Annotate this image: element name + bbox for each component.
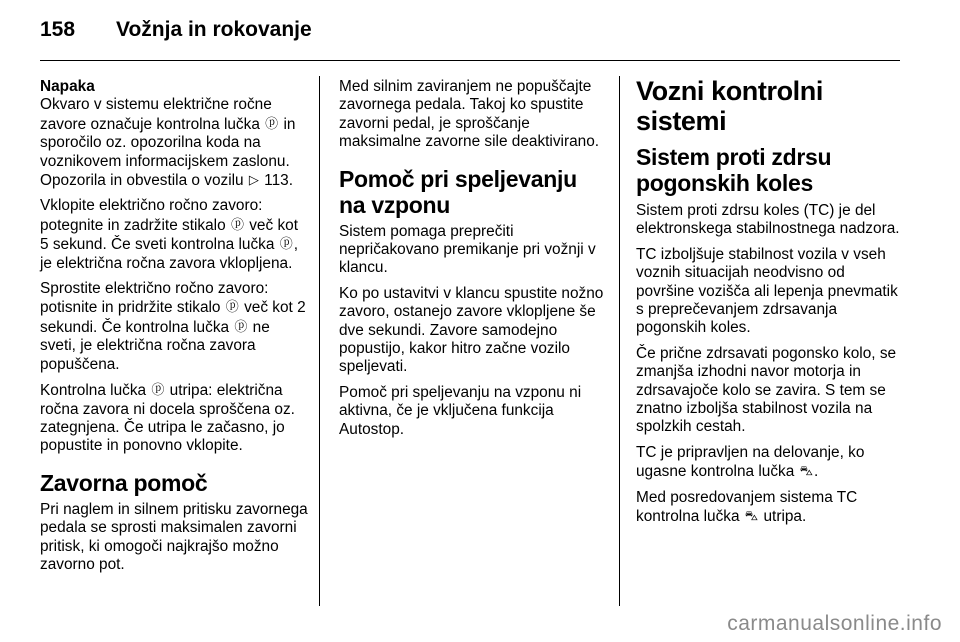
page-number: 158 xyxy=(40,18,76,41)
column-divider xyxy=(319,76,320,606)
parking-brake-icon: ⓟ xyxy=(279,236,293,252)
column-right xyxy=(636,78,904,534)
paragraph-tc-izboljsuje: TC izboljšuje stabilnost vozila v vseh voznih situacijah neodvisno od površine vozišča ali lepenja pnevmatik s preprečevanjem zdrsavanja pogonskih koles. xyxy=(636,245,898,337)
warning-lamp-icon: ⓟ xyxy=(265,115,279,131)
parking-brake-icon: ⓟ xyxy=(225,299,239,315)
paragraph-tc-zdrsavati: Če prične zdrsavati pogonsko kolo, se zmanjša izhodni navor motorja in zdrsavajoče kolo se zavira. S tem se znatno izboljša stabilnost vozila na spolzkih cestah. xyxy=(636,344,897,436)
heading-zavorna-pomoc: Zavorna pomoč xyxy=(40,469,208,496)
paragraph-tc-posredovanje: Med posredovanjem sistema TC kontrolna lučka ⛍ utripa. xyxy=(636,488,858,526)
traction-control-icon: ⛍ xyxy=(799,463,813,479)
heading-sistem-proti-zdrsu: Sistem proti zdrsu pogonskih koles xyxy=(636,144,832,196)
napaka-heading: Napaka xyxy=(40,78,95,95)
parking-brake-icon: ⓟ xyxy=(230,216,244,232)
paragraph-tc-pripravljen: TC je pripravljen na delovanje, ko ugasne kontrolna lučka ⛍. xyxy=(636,443,865,481)
heading-pomoc-speljevanju: Pomoč pri speljevanju na vzponu xyxy=(339,165,577,218)
paragraph-napaka: Napaka Okvaro v sistemu električne ročne zavore označuje kontrolna lučka ⓟ in sporočilo oz. opozorilna koda na voznikovem informacijskem zaslonu. Opozorila in obvestila o vozilu ▷ 113. xyxy=(40,78,296,190)
paragraph-sprostite: Sprostite električno ročno zavoro: potisnite in pridržite stikalo ⓟ več kot 2 sekundi. Če kontrolna lučka ⓟ ne sveti, je električna ročna zavora popuščena. xyxy=(40,280,306,373)
paragraph-ustavitev: Ko po ustavitvi v klancu spustite nožno zavoro, ostanejo zavore vklopljene še dve sekundi. Zavore samodejno popustijo, kakor hitro začne vozilo speljevati. xyxy=(339,284,604,376)
reference-arrow-icon[interactable]: ▷ xyxy=(248,172,259,188)
watermark: carmanualsonline.info xyxy=(727,612,942,635)
paragraph-silno-zaviranje: Med silnim zaviranjem ne popuščajte zavornega pedala. Takoj ko spustite zavorni pedal, je sproščanje maksimalne zavorne sile deaktivirano. xyxy=(339,78,600,151)
column-middle xyxy=(339,78,607,446)
paragraph-vklopite: Vklopite električno ročno zavoro: potegnite in zadržite stikalo ⓟ več kot 5 sekund. Če sveti kontrolna lučka ⓟ, je električna ročna zavora vklopljena. xyxy=(40,197,298,272)
paragraph-sistem-pomaga: Sistem pomaga preprečiti nepričakovano premikanje pri vožnji v klancu. xyxy=(339,222,596,277)
heading-vozni-kontrolni-sistemi: Vozni kontrolni sistemi xyxy=(636,76,823,136)
page-header xyxy=(40,16,900,61)
paragraph-autostop: Pomoč pri speljevanju na vzponu ni aktivna, če je vključena funkcija Autostop. xyxy=(339,383,582,438)
parking-brake-icon: ⓟ xyxy=(234,318,248,334)
column-divider xyxy=(619,76,620,606)
page-title: Vožnja in rokovanje xyxy=(116,18,312,41)
paragraph-zavorna-pomoc: Pri naglem in silnem pritisku zavornega pedala se sprosti maksimalen zavorni pritisk, ki omogoči najkrajšo možno zavorno pot. xyxy=(40,500,308,573)
paragraph-tc-del: Sistem proti zdrsu koles (TC) je del elektronskega stabilnostnega nadzora. xyxy=(636,202,900,238)
column-left xyxy=(40,78,308,581)
paragraph-utripa: Kontrolna lučka ⓟ utripa: električna ročna zavora ni docela sproščena oz. zategnjena. Če utripa le začasno, jo popustite in ponovno vklopite. xyxy=(40,382,295,455)
traction-control-icon: ⛍ xyxy=(744,508,759,524)
parking-brake-icon: ⓟ xyxy=(151,382,165,398)
